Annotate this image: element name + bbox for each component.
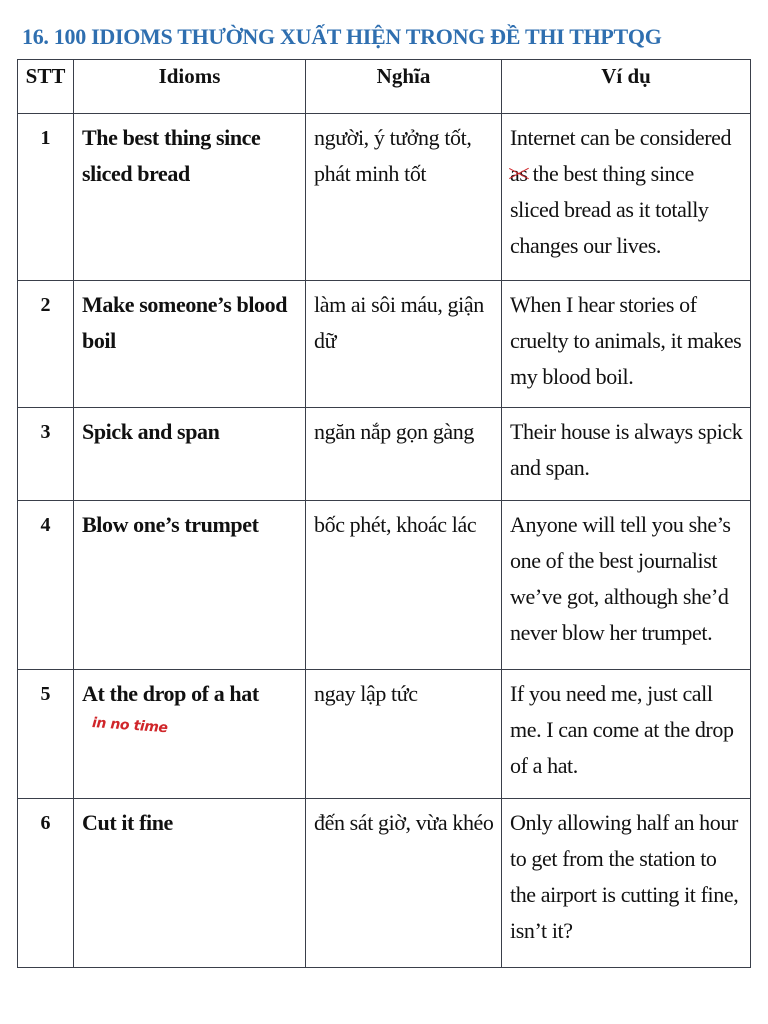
table-row bbox=[18, 114, 751, 281]
example-text: When I hear stories of cruelty to animals, it makes my blood boil. bbox=[510, 292, 742, 389]
row-number: 5 bbox=[40, 683, 51, 705]
example-cell bbox=[502, 281, 751, 408]
example-text: Their house is always spick and span. bbox=[510, 419, 743, 480]
idiom-cell bbox=[74, 114, 306, 281]
handwritten-note: in no time bbox=[91, 715, 169, 737]
row-number-cell bbox=[18, 670, 74, 799]
meaning-text: bốc phét, khoác lác bbox=[314, 512, 477, 537]
row-number-cell bbox=[18, 408, 74, 501]
meaning-text: làm ai sôi máu, giận dữ bbox=[314, 292, 484, 353]
idiom-text: Spick and span bbox=[82, 419, 220, 444]
meaning-cell bbox=[306, 114, 502, 281]
row-number-cell bbox=[18, 281, 74, 408]
idiom-text: Cut it fine bbox=[82, 810, 173, 835]
table-row bbox=[18, 281, 751, 408]
idiom-text: The best thing since sliced bread bbox=[82, 125, 261, 186]
idiom-label: At the drop of a hat bbox=[82, 681, 259, 706]
example-cell bbox=[502, 114, 751, 281]
meaning-text: người, ý tưởng tốt, phát minh tốt bbox=[314, 125, 472, 186]
example-text: Only allowing half an hour to get from the station to the airport is cutting it fine, isn’t it? bbox=[510, 810, 739, 943]
row-number-cell bbox=[18, 114, 74, 281]
table-row bbox=[18, 408, 751, 501]
meaning-cell bbox=[306, 799, 502, 968]
meaning-text: ngăn nắp gọn gàng bbox=[314, 419, 474, 444]
meaning-text: đến sát giờ, vừa khéo bbox=[314, 810, 494, 835]
idiom-text: Make someone’s blood boil bbox=[82, 292, 288, 353]
example-cell bbox=[502, 799, 751, 968]
example-text-part: Internet can be considered bbox=[510, 125, 732, 150]
idiom-cell bbox=[74, 408, 306, 501]
crossed-out-word: as bbox=[510, 156, 528, 192]
meaning-cell bbox=[306, 408, 502, 501]
example-cell bbox=[502, 501, 751, 670]
meaning-cell bbox=[306, 281, 502, 408]
column-header-example: Ví dụ bbox=[502, 60, 751, 114]
row-number: 3 bbox=[40, 421, 51, 443]
example-text bbox=[502, 114, 750, 264]
example-cell bbox=[502, 670, 751, 799]
table-row bbox=[18, 799, 751, 968]
example-text-part: the best thing since sliced bread as it totally changes our lives. bbox=[510, 161, 709, 258]
example-cell bbox=[502, 408, 751, 501]
idiom-cell bbox=[74, 670, 306, 799]
meaning-text: ngay lập tức bbox=[314, 681, 418, 706]
column-header-meaning: Nghĩa bbox=[306, 60, 502, 114]
table-header-row bbox=[18, 60, 751, 114]
row-number: 6 bbox=[40, 812, 51, 834]
meaning-cell bbox=[306, 670, 502, 799]
row-number-cell bbox=[18, 799, 74, 968]
idiom-cell bbox=[74, 501, 306, 670]
table-row bbox=[18, 501, 751, 670]
example-text: Anyone will tell you she’s one of the best journalist we’ve got, although she’d never blow her trumpet. bbox=[510, 512, 731, 645]
idiom-text: Blow one’s trumpet bbox=[82, 512, 259, 537]
column-header-stt: STT bbox=[18, 60, 74, 114]
idioms-table bbox=[17, 59, 751, 968]
row-number: 1 bbox=[40, 127, 51, 149]
row-number-cell bbox=[18, 501, 74, 670]
idiom-cell bbox=[74, 281, 306, 408]
example-text: If you need me, just call me. I can come at the drop of a hat. bbox=[510, 681, 734, 778]
idiom-text bbox=[74, 670, 305, 737]
row-number: 4 bbox=[40, 514, 51, 536]
table-row bbox=[18, 670, 751, 799]
idiom-cell bbox=[74, 799, 306, 968]
column-header-idioms: Idioms bbox=[74, 60, 306, 114]
page-title: 16. 100 IDIOMS THƯỜNG XUẤT HIỆN TRONG ĐỀ THI THPTQG bbox=[22, 24, 662, 49]
meaning-cell bbox=[306, 501, 502, 670]
row-number: 2 bbox=[40, 294, 51, 316]
